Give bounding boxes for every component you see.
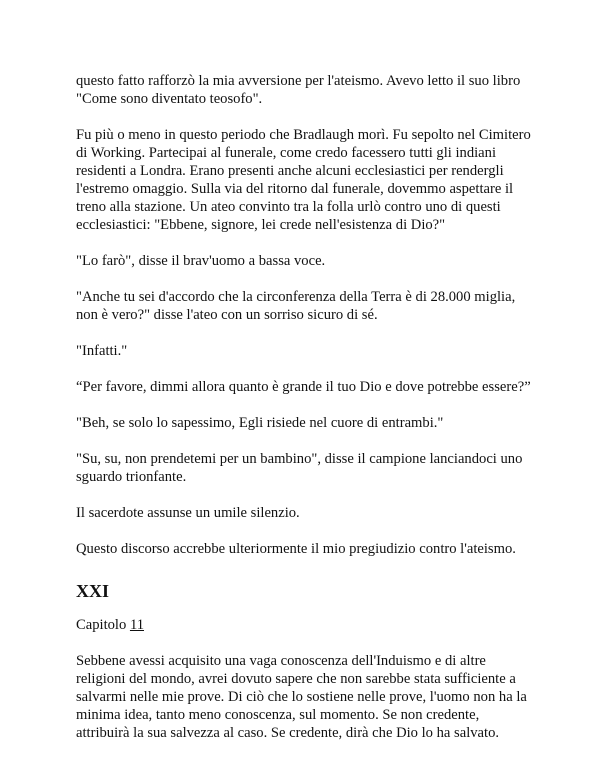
paragraph: "Su, su, non prendetemi per un bambino", disse il campione lanciandoci uno sguardo trionfante.	[76, 451, 523, 485]
paragraph: "Infatti."	[76, 343, 128, 359]
chapter-line	[76, 616, 534, 634]
paragraph: “Per favore, dimmi allora quanto è grande il tuo Dio e dove potrebbe essere?”	[76, 379, 531, 395]
paragraph: "Beh, se solo lo sapessimo, Egli risiede nel cuore di entrambi."	[76, 415, 444, 431]
paragraph: Fu più o meno in questo periodo che Bradlaugh morì. Fu sepolto nel Cimitero di Working. Partecipai al funerale, come credo facessero tutti gli indiani residenti a Londra. Erano presenti anche alcuni ecclesiastici per rendergli l'estremo omaggio. Sulla via del ritorno dal funerale, dovemmo aspettare il treno alla stazione. Un ateo convinto tra la folla urlò contro uno di questi ecclesiastici: "Ebbene, signore, lei crede nell'esistenza di Dio?"	[76, 127, 531, 233]
document-page	[76, 72, 534, 760]
paragraph: "Anche tu sei d'accordo che la circonferenza della Terra è di 28.000 miglia, non è vero?" disse l'ateo con un sorriso sicuro di sé.	[76, 289, 516, 323]
chapter-label: Capitolo	[76, 617, 127, 633]
chapter-number-link[interactable]: 11	[129, 617, 144, 633]
paragraph: "Lo farò", disse il brav'uomo a bassa voce.	[76, 253, 326, 269]
paragraph: Il sacerdote assunse un umile silenzio.	[76, 505, 300, 521]
paragraph: Sebbene avessi acquisito una vaga conoscenza dell'Induismo e di altre religioni del mondo, avrei dovuto sapere che non sarebbe stata sufficiente a salvarmi nelle mie prove. Di ciò che lo sostiene nelle prove, l'uomo non ha la minima idea, tanto meno conoscenza, sul momento. Se non credente, attribuirà la sua salvezza al caso. Se credente, dirà che Dio lo ha salvato.	[76, 653, 527, 741]
paragraph: Questo discorso accrebbe ulteriormente il mio pregiudizio contro l'ateismo.	[76, 541, 516, 557]
section-heading: XXI	[76, 581, 110, 601]
paragraph: questo fatto rafforzò la mia avversione per l'ateismo. Avevo letto il suo libro "Come sono diventato teosofo".	[76, 73, 521, 107]
